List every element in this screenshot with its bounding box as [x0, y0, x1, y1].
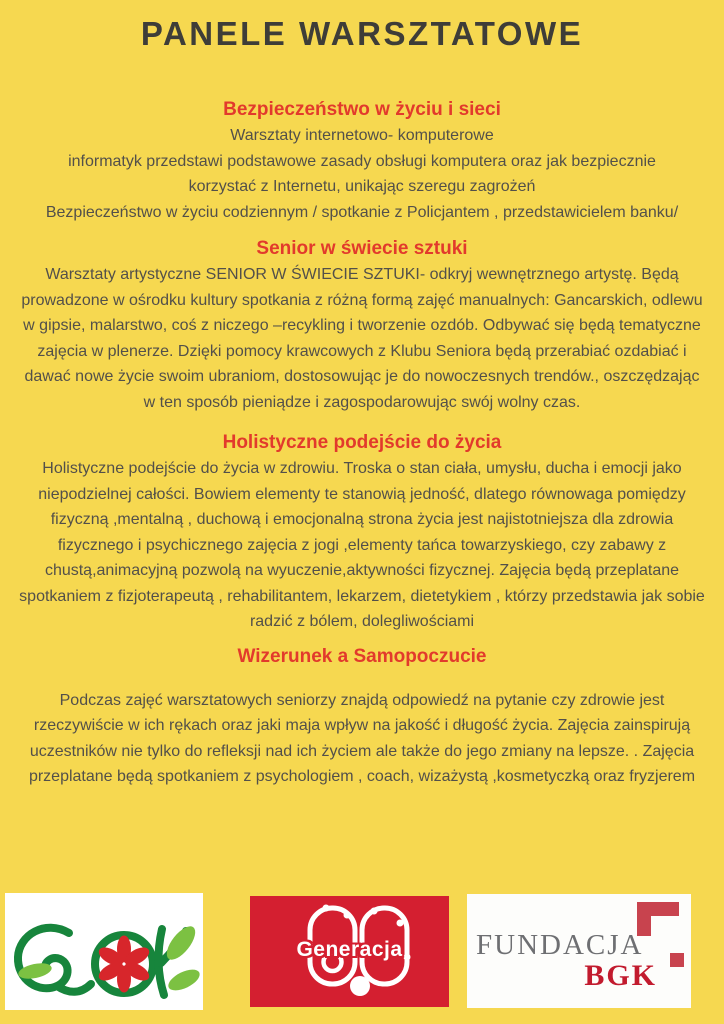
section-heading: Wizerunek a Samopoczucie: [237, 645, 487, 667]
section-paragraph: Warsztaty artystyczne SENIOR W ŚWIECIE SZTUKI- odkryj wewnętrznego artystę. Będą prowadzone w ośrodku kultury spotkania z różną formą zajęć manualnych: Gancarskich, odlewu w gipsie, malarstwo, coś z niczego –recykling i tworzenie ozdób. Odbywać się będą tematyczne zajęcia w plenerze. Dzięki pomocy krawcowych z Klubu Seniora będą przerabiać ozdabiać i dawać nowe życie swoim ubraniom, dostosowując je do nowoczesnych trendów., oszczędzając w ten sposób pieniądze i zagospodarowując swój wolny czas.: [21, 266, 703, 411]
fundacja-logo-text: FUNDACJA: [476, 929, 644, 961]
section-heading: Bezpieczeństwo w życiu i sieci: [223, 99, 501, 120]
section-paragraph: Warsztaty internetowo- komputerowe: [230, 127, 494, 144]
gok-logo: [5, 893, 203, 1010]
section-paragraph: informatyk przedstawi podstawowe zasady obsługi komputera oraz jak bezpiecznie korzystać z Internetu, unikając szeregu zagrożeń: [68, 152, 656, 195]
logo-strip: [0, 893, 724, 1015]
page-title: PANELE WARSZTATOWE: [140, 15, 584, 52]
section-paragraph: Holistyczne podejście do życia w zdrowiu. Troska o stan ciała, umysłu, ducha i emocji jako niepodzielnej całości. Bowiem elementy te stanowią jedność, dlatego równowaga pomiędzy fizyczną ,mentalną , duchową i emocjonalną strona życia jest najistotniejsza dla zdrowia fizycznego i psychicznego zajęcia z jogi ,elementy tańca towarzyskiego, czy zabawy z chustą,animacyjną pozwolą na wyuczenie,aktywności fizycznej. Zajęcia będą przeplatane spotkaniem z fizjoterapeutą , rehabilitantem, lekarzem, dietetykiem , którzy przedstawia jak sobie radzić z bólem, dolegliwościami: [19, 460, 705, 630]
section-holistyczne-podejscie: [0, 429, 724, 635]
gok-flower-icon: [5, 893, 203, 1010]
section-heading: Senior w świecie sztuki: [256, 238, 468, 259]
section-paragraph: Podczas zajęć warsztatowych seniorzy znajdą odpowiedź na pytanie czy zdrowie jest rzeczywiście w ich rękach oraz jaki maja wpływ na jakość i długość życia. Zajęcia zainspirują uczestników nie tylko do refleksji nad ich życiem ale także do jego zmiany na lepsze. . Zajęcia przeplatane będą spotkaniem z psychologiem , coach, wizażystą ,kosmetyczką oraz fryzjerem: [28, 691, 696, 785]
section-senior-w-swiecie-sztuki: [0, 235, 724, 415]
generacja-logo-text: Generacja: [296, 938, 403, 961]
bgk-square-mark: [670, 953, 684, 967]
section-heading: Holistyczne podejście do życia: [222, 432, 502, 453]
bgk-logo-text: BGK: [584, 959, 657, 992]
generacja-60-logo: [250, 896, 449, 1007]
section-bezpieczenstwo: [0, 96, 724, 225]
fundacja-bgk-logo: [467, 894, 691, 1008]
section-wizerunek-a-samopoczucie: [0, 643, 724, 790]
section-paragraph: Bezpieczeństwo w życiu codziennym / spotkanie z Policjantem , przedstawicielem banku/: [45, 203, 679, 221]
